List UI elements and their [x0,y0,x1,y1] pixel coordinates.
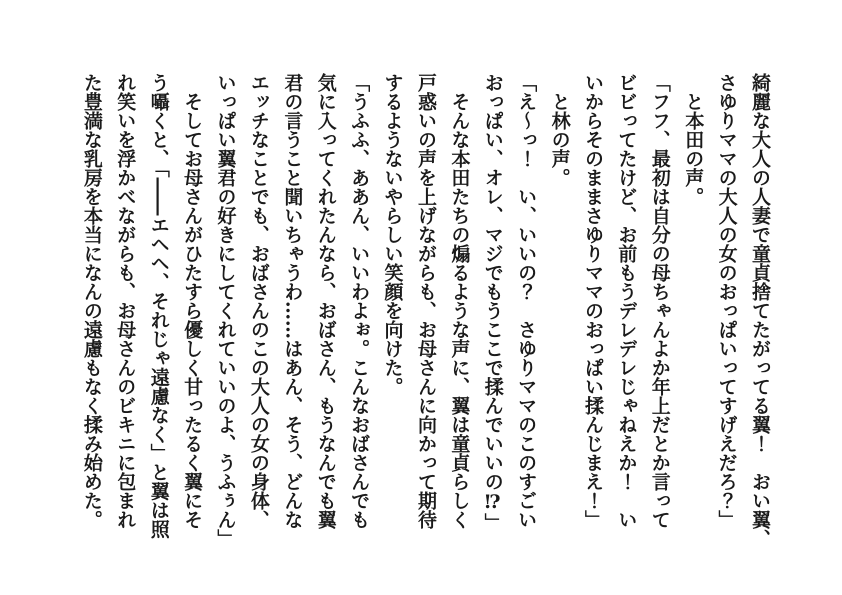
text-column: ビビってたけど、お前もうデレデレじゃねえか！ い [615,73,638,529]
text-column: さゆりママの大人の女のおっぱいってすげえだろ？」 [715,73,738,529]
text-column: するようないやらしい笑顔を向けた。 [381,73,404,396]
text-column: いからそのままさゆりママのおっぱい揉んじまえ！」 [581,73,604,529]
text-column: と本田の声。 [682,92,705,206]
vertical-text-block [74,73,776,548]
text-column: おっぱい、オレ、マジでもうここで揉んでいいの⁉」 [481,73,504,532]
text-column: そしてお母さんがひたすら優しく甘ったるく翼にそ [181,92,204,529]
text-column: れ笑いを浮かべながらも、お母さんのビキニに包まれ [114,73,137,529]
text-column: 「うふふ、ああん、いいわよぉ。こんなおばさんでも [348,73,371,529]
text-column: た豊満な乳房を本当になんの遠慮もなく揉み始めた。 [80,73,103,529]
text-column: エッチなことでも、おばさんのこの大人の女の身体、 [247,73,270,529]
text-column: いっぱい翼君の好きにしてくれていいのよ、うふぅん」 [214,73,237,548]
text-column: 「え〜っ！ い、いいの？ さゆりママのこのすごい [515,73,538,529]
text-column: そんな本田たちの煽るような声に、翼は童貞らしく [448,92,471,529]
text-column: 綺麗な大人の人妻で童貞捨てたがってる翼！ おい翼、 [749,73,771,548]
text-column: う囁くと、「――エヘヘ、それじゃ遠慮なく」と翼は照 [147,73,170,539]
text-column: 君の言うこと聞いちゃうわ……はあん、そう、どんな [281,73,304,529]
text-column: 戸惑いの声を上げながらも、お母さんに向かって期待 [414,73,437,529]
text-column: 気に入ってくれたんなら、おばさん、もうなんでも翼 [314,73,337,529]
text-column: と林の声。 [548,92,571,187]
text-column: 「フフ、最初は自分の母ちゃんよか年上だとか言って [648,73,671,529]
